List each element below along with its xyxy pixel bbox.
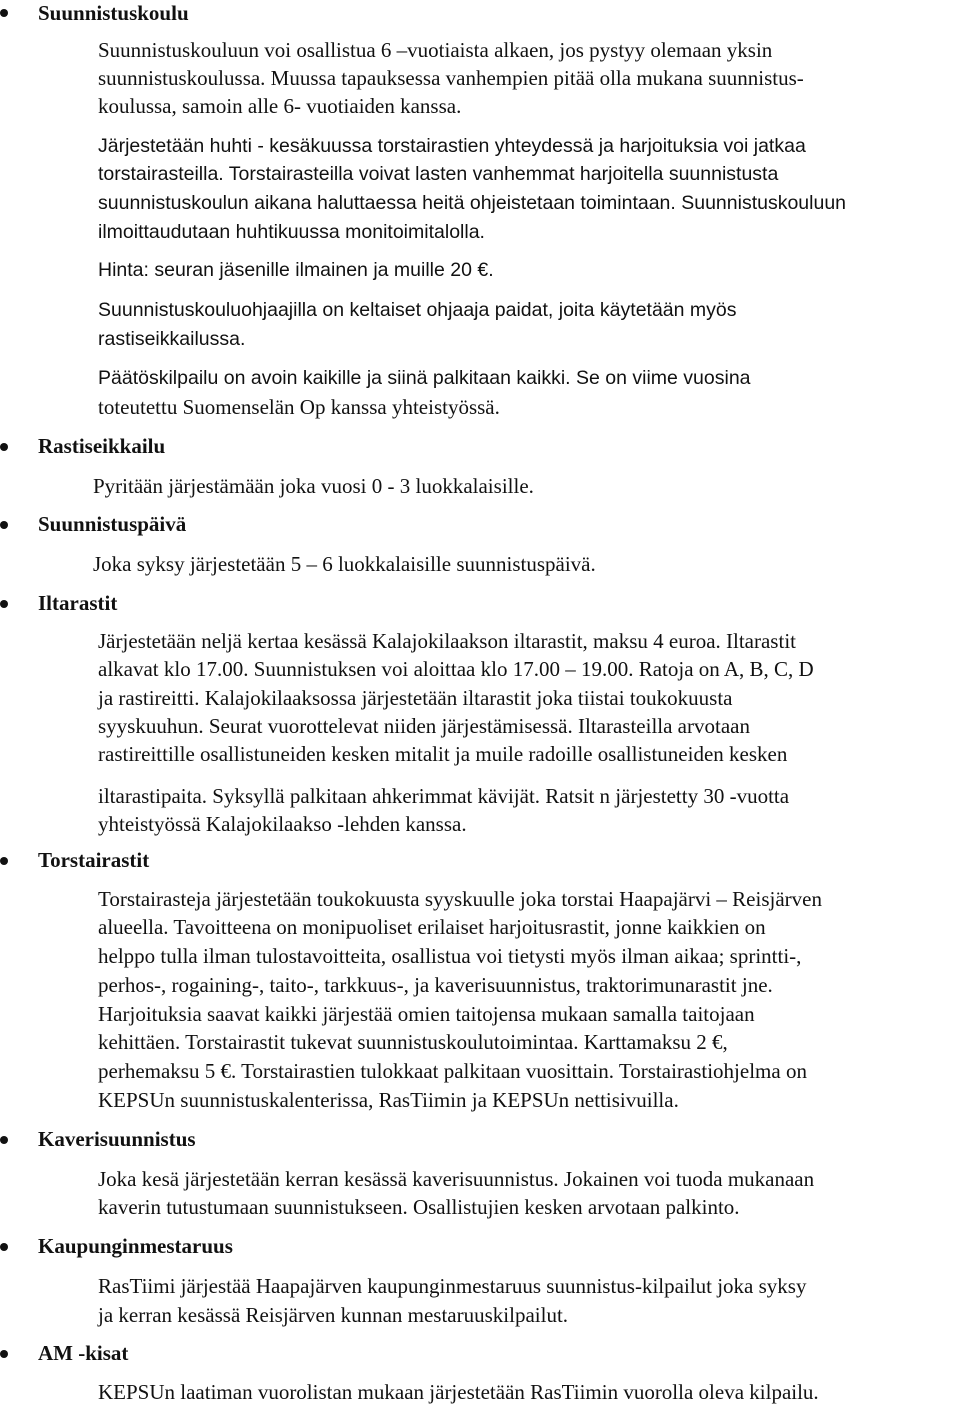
- paragraph-line: Suunnistuskouluun voi osallistua 6 –vuotiaista alkaen, jos pystyy olemaan yksin: [98, 38, 773, 62]
- section-heading: Rastiseikkailu: [38, 434, 166, 458]
- paragraph-line: torstairasteilla. Torstairasteilla voivat lasten vanhemmat harjoitella suunnistusta: [98, 163, 779, 185]
- section-heading: Kaupunginmestaruus: [38, 1234, 233, 1258]
- paragraph-line: alueella. Tavoitteena on monipuoliset erilaiset harjoitusrastit, jonne kaikkien on: [98, 915, 766, 939]
- bullet-icon: [0, 600, 8, 608]
- bullet-icon: [0, 1136, 8, 1144]
- paragraph-line: iltarastipaita. Syksyllä palkitaan ahkerimmat kävijät. Ratsit n järjestetty 30 -vuotta: [98, 784, 790, 808]
- paragraph-line: ilmoittaudutaan huhtikuussa monitoimitalolla.: [98, 221, 485, 243]
- paragraph-line: rastireittille osallistuneiden kesken mitalit ja muile radoille osallistuneiden kesken: [98, 742, 788, 766]
- paragraph-line: Joka syksy järjestetään 5 – 6 luokkalaisille suunnistuspäivä.: [93, 552, 596, 576]
- paragraph-line: Pyritään järjestämään joka vuosi 0 - 3 luokkalaisille.: [93, 474, 534, 498]
- paragraph-line: Torstairasteja järjestetään toukokuusta syyskuulle joka torstai Haapajärvi – Reisjärven: [98, 887, 822, 911]
- paragraph-line: rastiseikkailussa.: [98, 328, 246, 350]
- bullet-icon: [0, 521, 8, 529]
- paragraph-line: Hinta: seuran jäsenille ilmainen ja muille 20 €.: [98, 259, 494, 281]
- bullet-icon: [0, 1243, 8, 1251]
- bullet-icon: [0, 1350, 8, 1358]
- paragraph-line: Suunnistuskouluohjaajilla on keltaiset ohjaaja paidat, joita käytetään myös: [98, 299, 737, 321]
- paragraph-line: yhteistyössä Kalajokilaakso -lehden kanssa.: [98, 812, 467, 836]
- paragraph-line: ja kerran kesässä Reisjärven kunnan mestaruuskilpailut.: [98, 1303, 569, 1327]
- paragraph-line: ja rastireitti. Kalajokilaaksossa järjestetään iltarastit joka tiistai toukokuusta: [98, 686, 733, 710]
- paragraph-line: Harjoituksia saavat kaikki järjestää omien taitojensa mukaan samalla taitojaan: [98, 1002, 755, 1026]
- bullet-icon: [0, 443, 8, 451]
- paragraph-line: syyskuuhun. Seurat vuorottelevat niiden järjestämisessä. Iltarasteilla arvotaan: [98, 714, 750, 738]
- section-heading: Kaverisuunnistus: [38, 1127, 196, 1151]
- paragraph-line: kehittäen. Torstairastit tukevat suunnistuskoulutoimintaa. Karttamaksu 2 €,: [98, 1030, 728, 1054]
- paragraph-line: Joka kesä järjestetään kerran kesässä kaverisuunnistus. Jokainen voi tuoda mukanaan: [98, 1167, 815, 1191]
- paragraph-line: helppo tulla ilman tulostavoitteita, osallistua voi tietysti myös ilman aikaa; sprintti-,: [98, 944, 802, 968]
- section-heading: Suunnistuspäivä: [38, 512, 187, 536]
- paragraph-line: suunnistuskoulun aikana haluttaessa heitä ohjeistetaan toimintaan. Suunnistuskouluun: [98, 192, 847, 214]
- paragraph-line: kaverin tutustumaan suunnistukseen. Osallistujien kesken arvotaan palkinto.: [98, 1195, 740, 1219]
- section-heading: AM -kisat: [38, 1341, 129, 1365]
- section-heading: Iltarastit: [38, 591, 118, 615]
- section-heading: Suunnistuskoulu: [38, 1, 189, 25]
- paragraph-line: Järjestetään neljä kertaa kesässä Kalajokilaakson iltarastit, maksu 4 euroa. Iltarastit: [98, 629, 796, 653]
- paragraph-line: alkavat klo 17.00. Suunnistuksen voi aloittaa klo 17.00 – 19.00. Ratoja on A, B, C, D: [98, 657, 814, 681]
- paragraph-line: perhemaksu 5 €. Torstairastien tulokkaat palkitaan vuosittain. Torstairastiohjelma on: [98, 1059, 807, 1083]
- paragraph-line: koulussa, samoin alle 6- vuotiaiden kanssa.: [98, 94, 462, 118]
- bullet-icon: [0, 857, 8, 865]
- paragraph-line: KEPSUn laatiman vuorolistan mukaan järjestetään RasTiimin vuorolla oleva kilpailu.: [98, 1380, 819, 1404]
- paragraph-line: KEPSUn suunnistuskalenterissa, RasTiimin ja KEPSUn nettisivuilla.: [98, 1088, 679, 1112]
- paragraph-line: RasTiimi järjestää Haapajärven kaupunginmestaruus suunnistus-kilpailut joka syksy: [98, 1274, 807, 1298]
- paragraph-line: Järjestetään huhti - kesäkuussa torstairastien yhteydessä ja harjoituksia voi jatkaa: [98, 135, 806, 157]
- paragraph-line: toteutettu Suomenselän Op kanssa yhteistyössä.: [98, 395, 500, 419]
- section-heading: Torstairastit: [38, 848, 150, 872]
- paragraph-line: perhos-, rogaining-, taito-, tarkkuus-, ja kaverisuunnistus, traktorimunarastit jne.: [98, 973, 773, 997]
- bullet-icon: [0, 9, 8, 17]
- paragraph-line: Päätöskilpailu on avoin kaikille ja siinä palkitaan kaikki. Se on viime vuosina: [98, 367, 751, 389]
- paragraph-line: suunnistuskoulussa. Muussa tapauksessa vanhempien pitää olla mukana suunnistus-: [98, 66, 804, 90]
